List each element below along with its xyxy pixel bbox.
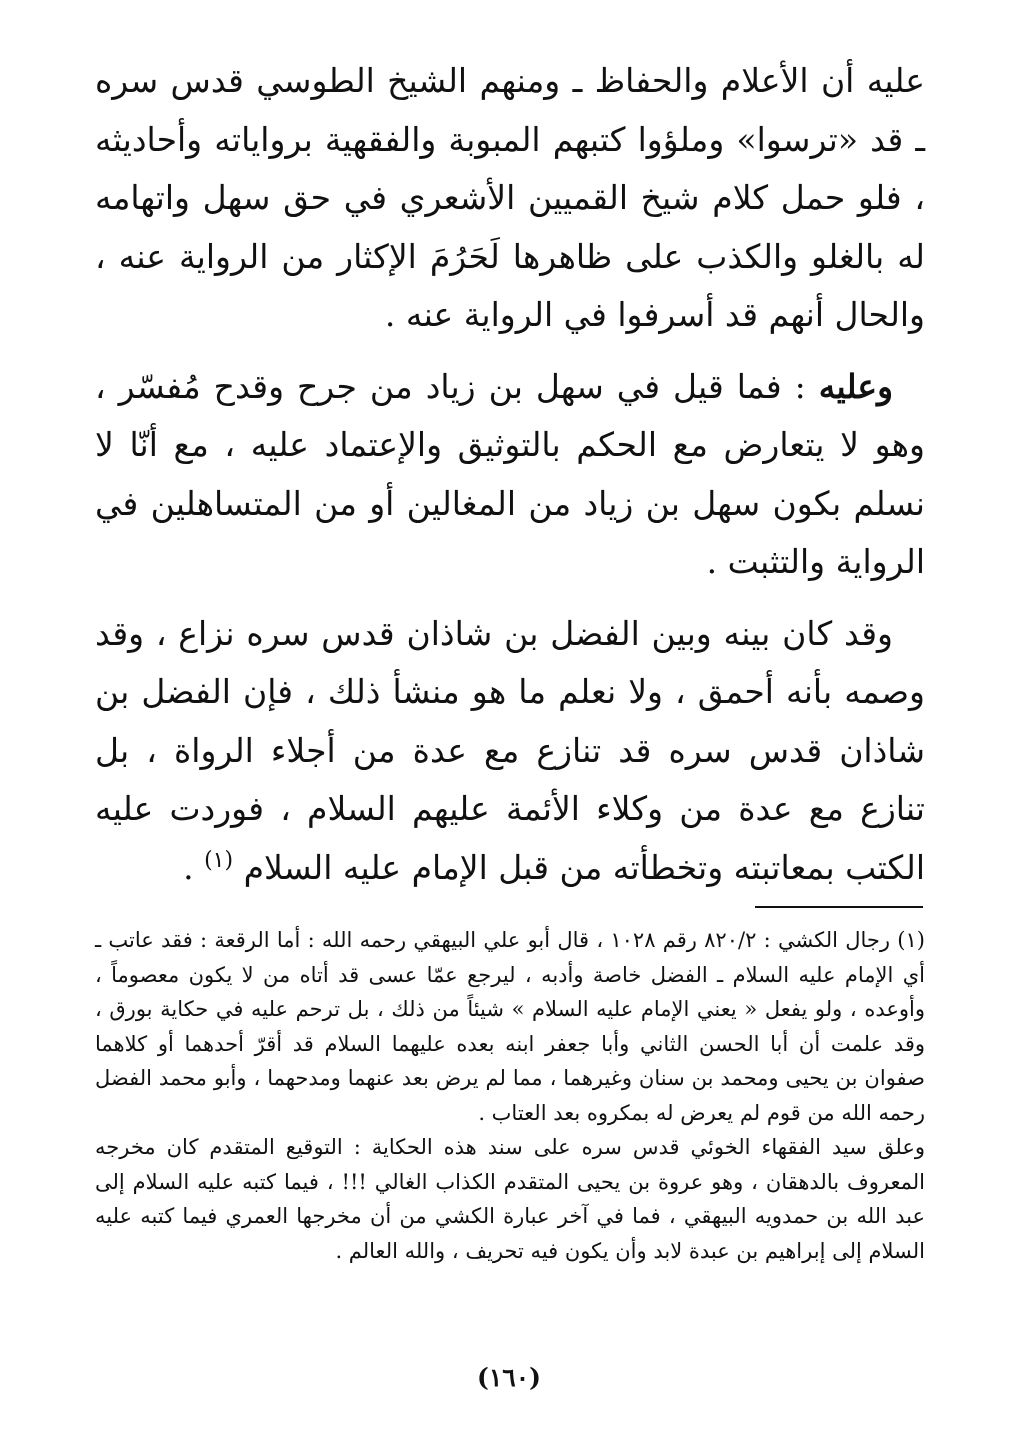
paragraph-dispute xyxy=(95,605,925,898)
paragraph-lead-word: وعليه xyxy=(818,366,893,406)
paragraph-conclusion-text: : فما قيل في سهل بن زياد من جرح وقدح مُفسّر ، وهو لا يتعارض مع الحكم بالتوثيق والإعتماد عليه ، مع أنّا لا نسلم بكون سهل بن زياد من المغالين أو من المتساهلين في الرواية والتثبت . xyxy=(95,366,925,581)
paragraph-dispute-text: وقد كان بينه وبين الفضل بن شاذان قدس سره نزاع ، وقد وصمه بأنه أحمق ، ولا نعلم ما هو منشأ ذلك ، فإن الفضل بن شاذان قدس سره قد تنازع مع عدة من أجلاء الرواة ، بل تنازع مع عدة من وكلاء الأئمة عليهم السلام ، فوردت عليه الكتب بمعاتبته وتخطأته من قبل الإمام عليه السلام xyxy=(95,613,925,887)
paragraph-continuation: عليه أن الأعلام والحفاظ ـ ومنهم الشيخ الطوسي قدس سره ـ قد «ترسوا» وملؤوا كتبهم المبوبة والفقهية برواياته وأحاديثه ، فلو حمل كلام شيخ القميين الأشعري في حق سهل واتهامه له بالغلو والكذب على ظاهرها لَحَرُمَ الإكثار من الرواية عنه ، والحال أنهم قد أسرفوا في الرواية عنه . xyxy=(95,61,925,334)
main-text xyxy=(95,52,925,897)
paragraph-conclusion xyxy=(95,358,925,592)
footnotes xyxy=(95,923,925,1268)
footnote-reference: (١) xyxy=(204,847,234,873)
footnote-divider xyxy=(755,906,923,908)
footnote-1-commentary: وعلق سيد الفقهاء الخوئي قدس سره على سند هذه الحكاية : التوقيع المتقدم كان مخرجه المعروف بالدهقان ، وهو عروة بن يحيى المتقدم الكذاب الغالي !!! ، فيما كتبه عليه السلام إلى عبد الله بن حمدويه البيهقي ، فما في آخر عبارة الكشي من أن مخرجها العمري فيما كتبه عليه السلام إلى إبراهيم بن عبدة لابد وأن يكون فيه تحريف ، والله العالم . xyxy=(95,1135,925,1263)
footnote-1: (١) رجال الكشي : ٨٢٠/٢ رقم ١٠٢٨ ، قال أبو علي البيهقي رحمه الله : أما الرقعة : فقد عاتب ـ أي الإمام عليه السلام ـ الفضل خاصة وأدبه ، ليرجع عمّا عسى قد أتاه من لا يكون معصوماً ، وأوعده ، ولو يفعل « يعني الإمام عليه السلام » شيئاً من ذلك ، بل ترحم عليه في حكاية بورق ، وقد علمت أن أبا الحسن الثاني وأبا جعفر ابنه بعده عليهما السلام قد أقرّ أحدهما أو كلاهما صفوان بن يحيى ومحمد بن سنان وغيرهما ، مما لم يرض بعد عنهما ومدحهما ، وأبو محمد الفضل رحمه الله من قوم لم يعرض له بمكروه بعد العتاب . xyxy=(95,928,925,1125)
paragraph-dispute-end: . xyxy=(183,847,205,887)
page-number: (١٦٠) xyxy=(477,1363,541,1392)
book-page xyxy=(95,52,925,897)
